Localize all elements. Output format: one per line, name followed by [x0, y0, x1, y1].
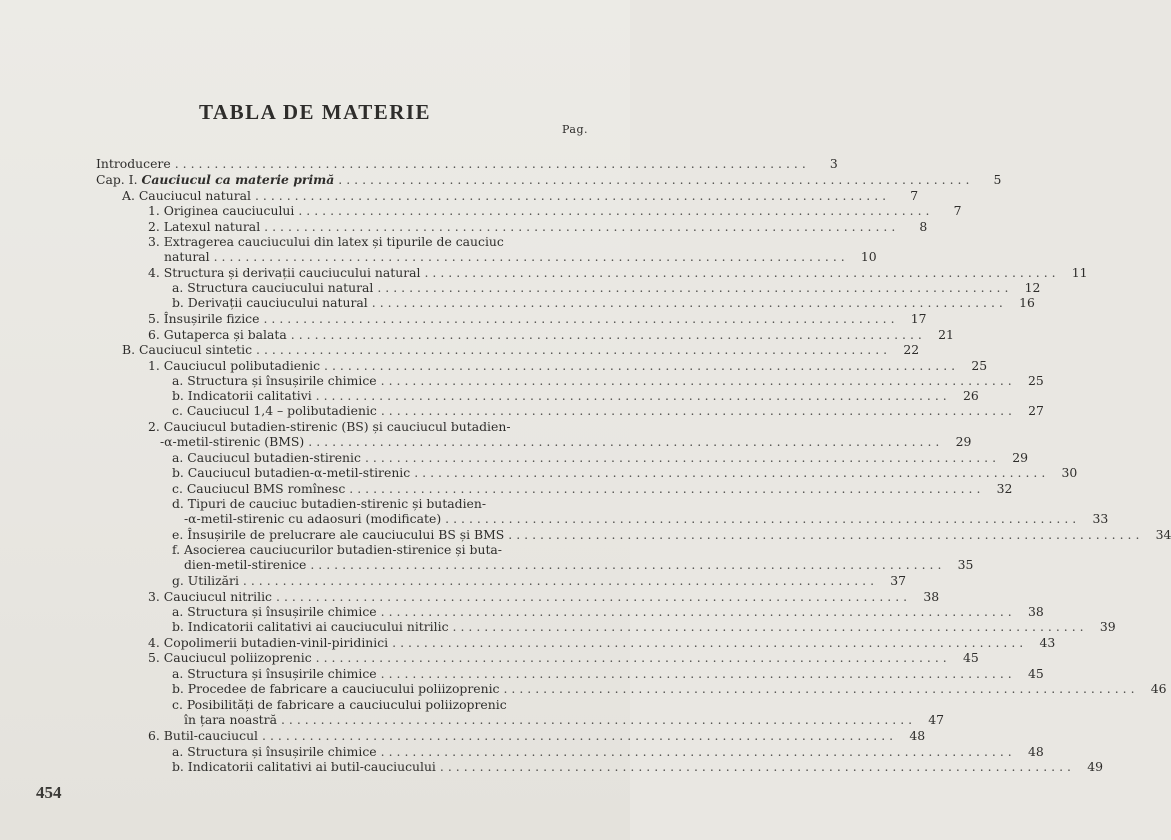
toc-entry: Cap. I. Cauciucul ca materie primă ................................................................................ 5	[96, 172, 1002, 187]
toc-entry: b. Indicatorii calitativi ai cauciucului nitrilic ................................................................................ 39	[172, 619, 1116, 634]
toc-entry: natural ................................................................................ 10	[164, 249, 877, 264]
toc-entry: b. Indicatorii calitativi ................................................................................ 26	[172, 388, 979, 403]
toc-entry: 5. Cauciucul poliizoprenic ................................................................................ 45	[148, 650, 979, 665]
toc-entry: dien-metil-stirenice ................................................................................ 35	[184, 557, 974, 572]
page-column-header: Pag.	[561, 123, 588, 136]
toc-entry: c. Cauciucul 1,4 – polibutadienic ................................................................................ 27	[172, 403, 1044, 418]
toc-entry: b. Derivații cauciucului natural ................................................................................ 16	[172, 295, 1035, 310]
toc-entry: 3. Cauciucul nitrilic ................................................................................ 38	[148, 589, 940, 604]
toc-entry: b. Cauciucul butadien-α-metil-stirenic ................................................................................ 30	[172, 465, 1078, 480]
toc-entry: Introducere ................................................................................ 3	[96, 156, 838, 171]
toc-entry: a. Structura și însușirile chimice ................................................................................ 45	[172, 666, 1044, 681]
toc-entry: a. Cauciucul butadien-stirenic ................................................................................ 29	[172, 450, 1029, 465]
toc-entry: 2. Latexul natural ................................................................................ 8	[148, 219, 928, 234]
toc-entry: b. Indicatorii calitativi ai butil-cauciucului ................................................................................ 49	[172, 759, 1103, 774]
toc-entry: 1. Originea cauciucului ................................................................................ 7	[148, 203, 962, 218]
toc-entry-first-line: 3. Extragerea cauciucului din latex și tipurile de cauciuc	[148, 234, 504, 249]
toc-entry: a. Structura cauciucului natural ................................................................................ 12	[172, 280, 1041, 295]
toc-entry-first-line: f. Asocierea cauciucurilor butadien-stirenice și buta-	[172, 542, 502, 557]
toc-entry: a. Structura și însușirile chimice ................................................................................ 48	[172, 744, 1044, 759]
toc-entry: -α-metil-stirenic (BMS) ................................................................................ 29	[160, 434, 972, 449]
toc-entry: 6. Gutaperca și balata ................................................................................ 21	[148, 327, 954, 342]
toc-entry-first-line: d. Tipuri de cauciuc butadien-stirenic și butadien-	[172, 496, 487, 511]
toc-entry: b. Procedee de fabricare a cauciucului poliizoprenic ................................................................................ 46	[172, 681, 1167, 696]
toc-entry: e. Însușirile de prelucrare ale cauciucului BS și BMS ................................................................................ 34	[172, 527, 1171, 542]
toc-entry: în țara noastră ................................................................................ 47	[184, 712, 945, 727]
toc-entry: 1. Cauciucul polibutadienic ................................................................................ 25	[148, 358, 988, 373]
toc-entry: a. Structura și însușirile chimice ................................................................................ 25	[172, 373, 1044, 388]
toc-entry: 4. Copolimerii butadien-vinil-piridinici ................................................................................ 43	[148, 635, 1056, 650]
toc-entry: 4. Structura și derivații cauciucului natural ................................................................................ 11	[148, 265, 1088, 280]
toc-entry: 6. Butil-cauciucul ................................................................................ 48	[148, 728, 926, 743]
toc-entry: g. Utilizări ................................................................................ 37	[172, 573, 907, 588]
toc-entry: B. Cauciucul sintetic ................................................................................ 22	[122, 342, 920, 357]
toc-entry-first-line: c. Posibilități de fabricare a cauciucului poliizoprenic	[172, 697, 507, 712]
page-number: 454	[36, 783, 62, 802]
page-title: TABLA DE MATERIE	[198, 100, 432, 124]
toc-entry: -α-metil-stirenic cu adaosuri (modificate) ................................................................................ 33	[184, 511, 1109, 526]
toc-entry: A. Cauciucul natural ................................................................................ 7	[122, 188, 919, 203]
toc-entry: c. Cauciucul BMS romînesc ................................................................................ 32	[172, 481, 1013, 496]
toc-entry: 5. Însușirile fizice ................................................................................ 17	[148, 311, 927, 326]
toc-entry: a. Structura și însușirile chimice ................................................................................ 38	[172, 604, 1044, 619]
toc-entry-first-line: 2. Cauciucul butadien-stirenic (BS) și cauciucul butadien-	[148, 419, 511, 434]
